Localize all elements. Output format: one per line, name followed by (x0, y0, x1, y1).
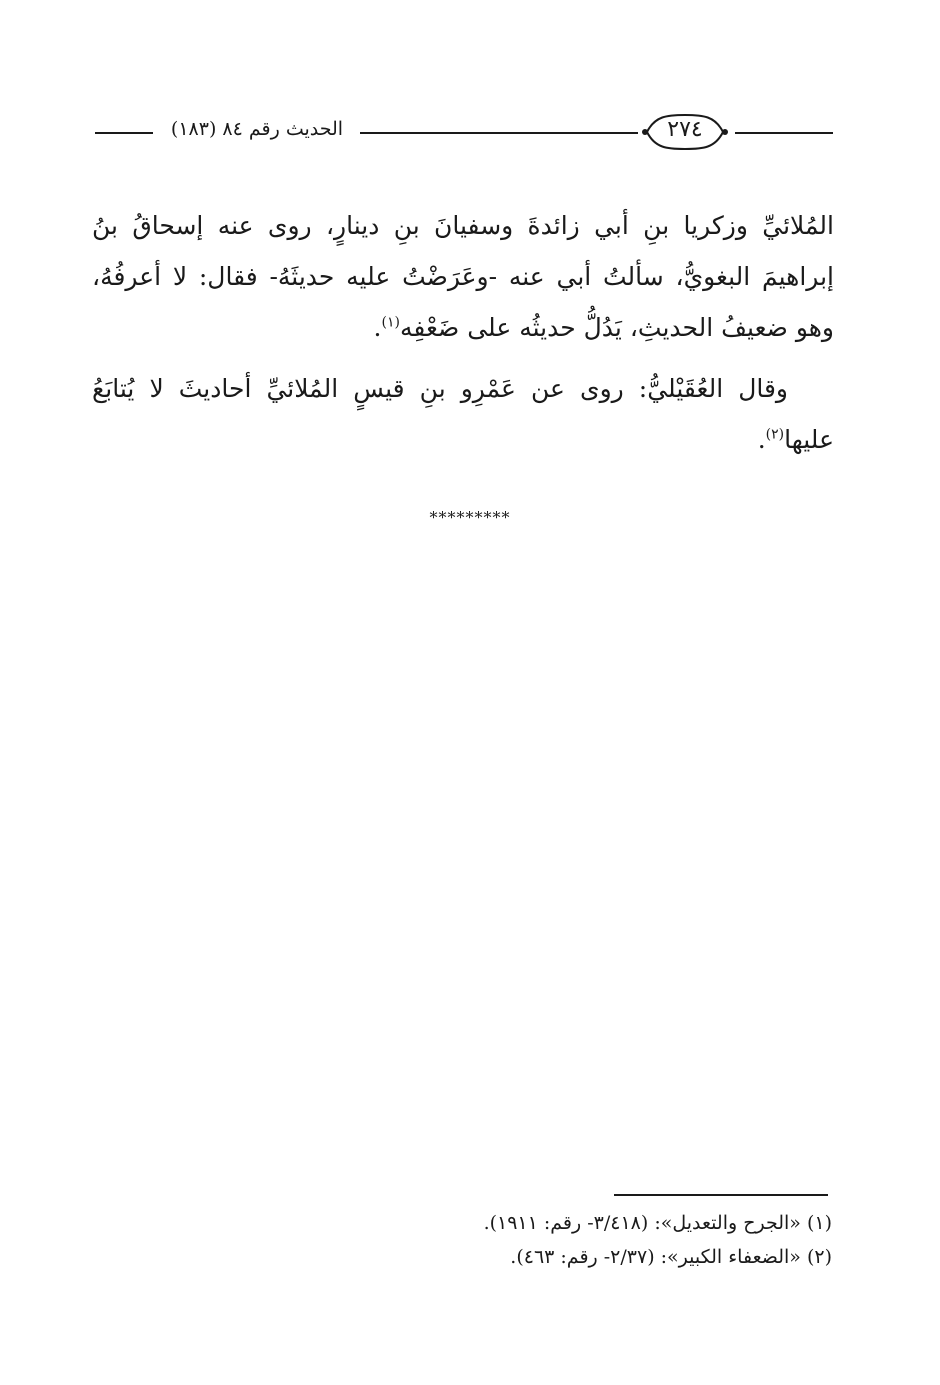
header-rule-right (735, 132, 833, 134)
page-number: ٢٧٤ (667, 117, 703, 142)
footnote-ref: (٢) (765, 426, 785, 443)
paragraph (92, 200, 834, 353)
paragraph-end: . (373, 313, 382, 342)
footnotes (300, 1206, 832, 1274)
footnote: (٢) «الضعفاء الكبير»: (٢/٣٧- رقم: ٤٦٣). (510, 1246, 832, 1268)
page-header (95, 112, 833, 160)
page-number-frame (641, 112, 729, 152)
running-title: الحديث رقم ٨٤ (١٨٣) (170, 118, 344, 140)
paragraph (92, 363, 834, 465)
section-separator: ********* (429, 508, 511, 527)
paragraph-text: وقال العُقَيْليُّ: روى عن عَمْرِو بنِ قيسٍ المُلائيِّ أحاديثَ لا يُتابَعُ عليها (92, 374, 834, 454)
main-text (92, 200, 834, 465)
footnote: (١) «الجرح والتعديل»: (٣/٤١٨- رقم: ١٩١١). (483, 1212, 832, 1234)
paragraph-text: المُلائيِّ وزكريا بنِ أبي زائدةَ وسفيانَ بنِ دينارٍ، روى عنه إسحاقُ بنُ إبراهيمَ البغويُّ، سألتُ أبي عنه -وعَرَضْتُ عليه حديثَهُ- فقال: لا أعرفُهُ، وهو ضعيفُ الحديثِ، يَدُلُّ حديثُه على ضَعْفِه (92, 211, 834, 342)
header-rule-middle (360, 132, 638, 134)
paragraph-end: . (757, 425, 766, 454)
footnote-rule (614, 1194, 828, 1196)
footnote-ref: (١) (381, 314, 400, 331)
header-rule-left (95, 132, 153, 134)
